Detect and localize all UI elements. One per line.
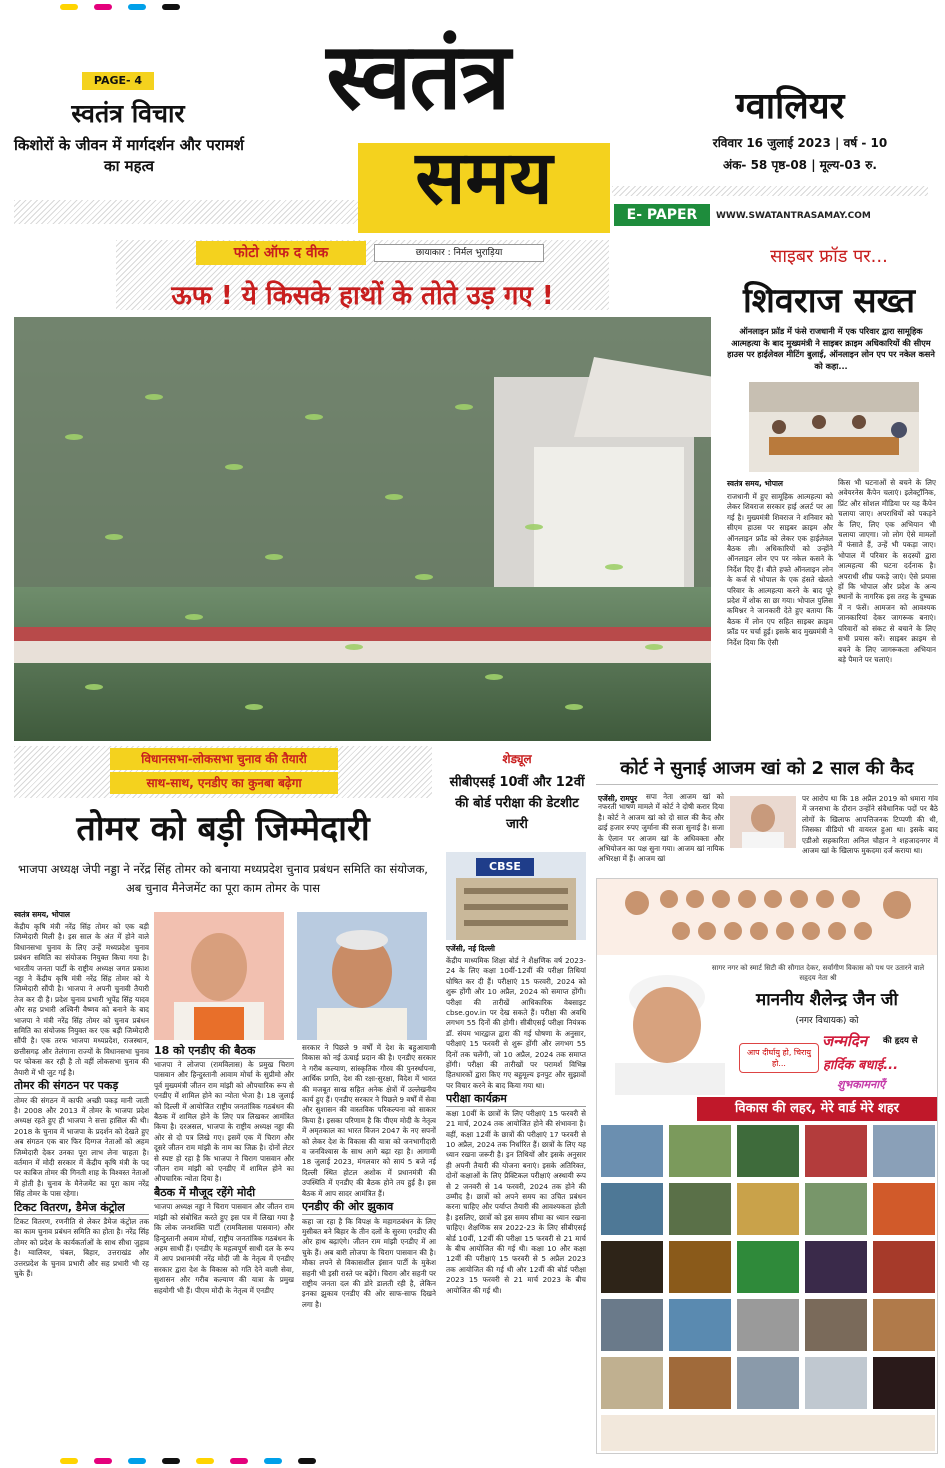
tomar-column-2	[154, 1060, 294, 1454]
masthead	[0, 0, 945, 232]
tomar-photo	[297, 912, 427, 1040]
tomar-column-1	[14, 922, 149, 1454]
tomar-headline: तोमर को बड़ी जिम्मेदारी	[76, 809, 370, 849]
cbse-subhead: परीक्षा कार्यक्रम	[446, 1094, 586, 1106]
azam-byline: एजेंसी, रामपुर	[598, 794, 638, 803]
cbse-sign: CBSE	[489, 860, 521, 873]
tomar-caption: 18 को एनडीए की बैठक	[154, 1043, 294, 1059]
azam-column-1: सपा नेता आजम खां को नफरती भाषण मामले में कोर्ट ने दोषी करार दिया है। कोर्ट ने आजम खां को दो साल की कैद और ढाई हजार रुपए जुर्माना की सजा सुनाई है। सजा के ऐलान पर आजम खां के अधिवक्ता और अभियोजन का पक्ष सुना गया। आजम खां नायिक अभिरक्षा में हैं। आजम खां	[598, 792, 724, 864]
tomar-col2-body: भाजपा ने लोजपा (रामविलास) के प्रमुख चिराग पासवान और हिन्दुस्तानी आवाम मोर्चा के सुप्रीमो और पूर्व मुख्यमंत्री जीतन राम मांझी को औपचारिक रूप से एनडीए में शामिल होने का न्योता भेजा है। 18 जुलाई को दिल्ली में आयोजित राष्ट्रीय जनतांत्रिक गठबंधन की बैठक में शामिल होने के लिए पत्र लिखकर आमंत्रित किया है। दरअसल, भाजपा के राष्ट्रीय अध्यक्ष नड्डा की ओर से दो पत्र लिखे गए। इसमें एक में चिराग और दूसरे जीतन राम मांझी के नाम का जिक्र है। दोनों लेटर से स्पष्ट हो रहा है कि भाजपा ने चिराग पासवान और जीतन राम मांझी को एनडीए में शामिल होने का औपचारिक न्योता दिया है।	[154, 1060, 294, 1184]
cyber-deck: ऑनलाइन फ्रॉड में फंसे राजधानी में एक परिवार द्वारा सामूहिक आत्महत्या के बाद मुख्यमंत्री ने साइबर क्राइम अधिकारियों की सीएम हाउस पर हाईलेवल मीटिंग बुलाई, ऑनलाइन लोन एप पर नकेल कसने को कहा...	[727, 326, 935, 371]
ad-shubhkamnayein: शुभकामनाएँ	[837, 1078, 886, 1091]
cyber-column-2: किस भी घटनाओं से बचने के लिए अवेयरनेस कैंपेन चलाएं। इलेक्ट्रॉनिक, प्रिंट और सोशल मीडिया पर यह कैंपेन चलाया जाए। अपराधियों को पकड़ने के लिए, लिए एक अभियान भी चलाया जाएगा। जो लोग ऐसे मामलों में फंसाते हैं, उन्हें भी पकड़ा जाए। भोपाल में परिवार के सदस्यों द्वारा आत्महत्या की घटना दर्दनाक है। अपराधी शीघ्र पकड़े जाएं। ऐसे प्रयास हों कि भोपाल और प्रदेश के अन्य स्थानों के नागरिक इस तरह के दुष्चक्र में न फंसें। आमजन को आवश्यक जानकारियां देकर जागरूक बनाएं। परिवारों को संकट से बचाने के लिए सभी प्रयास करें। साइबर क्राइम से बचने के लिए जागरूकता अभियान बड़े पैमाने पर चलाएं।	[838, 478, 936, 664]
tomar-col3-body: सरकार ने पिछले 9 वर्षों में देश के बहुआयामी विकास को नई ऊंचाई प्रदान की है। एनडीए सरकार ने गरीब कल्याण, सांस्कृतिक गौरव की पुनर्स्थापना, आर्थिक प्रगति, देश की रक्षा-सुरक्षा, विदेश में भारत की मजबूत साख सहित अनेक क्षेत्रों में उल्लेखनीय कार्य हुए हैं। एनडीए सरकार ने पिछले 9 वर्षों में सेवा और सुशासन की वास्तविक परिकल्पना को साकार किया है। इसका परिणाम है कि पीएम मोदी के नेतृत्व में अमृतकाल का भारत विजन 2047 के नए सपनों को लेकर देश के विकास की यात्रा को जनभागीदारी व जनविश्वास के साथ आगे बढ़ा रहा है। आगामी 18 जुलाई 2023, मंगलवार को सायं 5 बजे नई दिल्ली स्थित होटल अशोक में प्रधानमंत्री की उपस्थिति में एनडीए की बैठक होने तय हुई है। इस बैठक में आप सादर आमंत्रित हैं।	[302, 1043, 436, 1198]
tomar-col3b-body: कहा जा रहा है कि विपक्ष के महागठबंधन के लिए मुसीबत बने बिहार के तीन दलों के सुरमा एनडीए की ओर हाथ बढ़ाएंगे। जीतन राम मांझी एनडीए में आ चुके हैं। अब बारी लोजपा के चिराग पासवान की है। मौका लपने से विकासशील इंसान पार्टी के मुकेश सहनी भी इसी रास्ते पर बढ़ेंगे। चिराग और सहनी पर राष्ट्रीय जनता दल की डोरे डालती रही है, लेकिन इनका झुकाव एनडीए की ओर साफ-साफ दिखने लगा है।	[302, 1216, 436, 1309]
logo-text-bottom: समय	[415, 135, 553, 221]
ad-wishes: हार्दिक बधाई...	[823, 1058, 899, 1073]
azam-headline: कोर्ट ने सुनाई आजम खां को 2 साल की कैद	[596, 756, 938, 785]
cyber-headline: शिवराज सख्त	[743, 281, 915, 321]
tomar-subhead-3: बैठक में मौजूद रहेंगे मोदी	[154, 1188, 294, 1200]
birthday-advertisement[interactable]	[596, 878, 938, 1454]
tomar-kicker-1: विधानसभा-लोकसभा चुनाव की तैयारी	[110, 748, 338, 770]
tomar-col1-body: केंद्रीय कृषि मंत्री नरेंद्र सिंह तोमर को एक बड़ी जिम्मेदारी मिली है। इस साल के अंत में होने वाले विधानसभा चुनाव के लिए उन्हें मध्यप्रदेश चुनाव प्रबंधन समिति का संयोजक नियुक्त किया गया है। भारतीय जनता पार्टी के राष्ट्रीय अध्यक्ष जगत प्रकाश नड्डा ने केंद्रीय कृषि मंत्री नरेंद्र सिंह तोमर को ये जिम्मेदारी सौंपी है। भाजपा ने अपनी चुनावी तैयारी तेज कर दी है। प्रदेश चुनाव प्रभारी भूपेंद्र सिंह यादव और सह प्रभारी अश्विनी वैष्णव को बनाने के बाद भाजपा ने मंत्री नरेंद्र सिंह तोमर को चुनाव प्रबंधन समिति का संयोजक नियुक्त कर एक बड़ी जिम्मेदारी सौंपी है। एक तरफ भाजपा मध्यप्रदेश, राजस्थान, छत्तीसगढ़ और तेलंगाना राज्यों के विधानसभा चुनाव पर फोकस कर रही है तो वहीं लोकसभा चुनाव की तैयारी में भी जुट गई है।	[14, 922, 149, 1077]
ad-birthday-word: जन्मदिन	[822, 1032, 868, 1050]
nadda-photo	[154, 912, 284, 1040]
cbse-building-photo	[446, 852, 586, 940]
cyber-column-1: राजधानी में हुए सामूहिक आत्महत्या को लेकर शिवराज सरकार हाई अलर्ट पर आ गई है। मुख्यमंत्री शिवराज ने शनिवार को सीएम हाउस पर साइबर क्राइम और ऑनलाइन फ्रॉड को लेकर एक हाईलेवल बैठक ली। अधिकारियों को उन्होंने ऑनलाइन लोन एप पर नकेल कसने के निर्देश दिए हैं। बीते हफ्ते ऑनलाइन लोन के कर्ज से भोपाल के एक हंसते खेलते परिवार के आत्महत्या करने के बाद पूरे प्रदेश में शोक सा छा गया। भोपाल पुलिस कमिश्नर ने जानकारी देते हुए बताया कि बैठक में लोन एप सहित साइबर क्राइम फ्रॉड पर चर्चा हुई। इसके बाद मुख्यमंत्री ने निर्देश दिया कि ऐसी	[727, 492, 833, 647]
azam-photo	[730, 796, 796, 848]
ad-ribbon: आप दीर्घायु हो, चिरायु हो...	[739, 1043, 819, 1073]
tomar-subhead-2: टिकट वितरण, डैमेज कंट्रोल	[14, 1203, 149, 1215]
cbse-body-2: कक्षा 10वीं के छात्रों के लिए परीक्षाएं 15 फरवरी से 21 मार्च, 2024 तक आयोजित होने की संभावना है। वहीं, कक्षा 12वीं के छात्रों की परीक्षाएं 17 फरवरी से 10 अप्रैल, 2024 तक निर्धारित हैं। छात्रों के लिए यह ध्यान रखना जरूरी है। इन तिथियों और इसके अनुसार ही अपनी तैयारी की योजना बनाएं। इसके अतिरिक्त, दोनों कक्षाओं के लिए प्रैक्टिकल परीक्षाएं अस्थायी रूप से 2 जनवरी से 14 फरवरी, 2024 तक होने की उम्मीद है। छात्रों को अपने समय का उचित प्रबंधन करना चाहिए और पर्याप्त तैयारी की आवश्यकता होती है। इसलिए, छात्रों को इस समय सीमा का ध्यान रखना चाहिए। शैक्षणिक सत्र 2022-23 के लिए सीबीएसई बोर्ड 10वीं, 12वीं की परीक्षा 15 फरवरी से 21 मार्च के बीच आयोजित की गई थी। कक्षा 10 और कक्षा 12वीं की परीक्षाएं 15 फरवरी से 5 अप्रैल 2023 तक आयोजित की गई थी और 12वीं की बोर्ड परीक्षा 2023 15 फरवरी से 21 मार्च 2023 के बीच आयोजित की गई थी।	[446, 1108, 586, 1295]
epaper-badge[interactable]: E- PAPER	[614, 204, 710, 226]
section-title: स्वतंत्र विचार	[71, 99, 185, 128]
logo-text-top: स्वतंत्र	[326, 22, 509, 130]
photo-headline: ऊफ ! ये किसके हाथों के तोते उड़ गए !	[171, 281, 554, 311]
masthead-pattern-right	[612, 186, 928, 196]
tomar-subhead-1: तोमर की संगठन पर पकड़	[14, 1081, 149, 1093]
ad-honoree-role: (नगर विधायक) को	[795, 1016, 859, 1026]
registration-marks-top	[60, 4, 180, 10]
date-line: रविवार 16 जुलाई 2023 | वर्ष - 10	[712, 136, 888, 150]
ad-project-grid	[601, 1125, 935, 1451]
cyber-kicker: साइबर फ्रॉड पर...	[770, 246, 888, 267]
tomar-subhead-4: एनडीए की ओर झुकाव	[302, 1202, 436, 1214]
tomar-col2b-body: भाजपा अध्यक्ष नड्डा ने चिराग पासवान और जीतन राम मांझी को संबोधित करते हुए इस पत्र में लिखा गया है कि लोक जनशक्ति पार्टी (रामविलास पासवान) और हिन्दुस्तानी अवाम मोर्चा, राष्ट्रीय जनतांत्रिक गठबंधन के अहम साथी हैं। एनडीए के महत्वपूर्ण साथी दल के रूप में आप प्रधानमंत्री नरेंद्र मोदी जी के नेतृत्व में एनडीए सरकार द्वारा देश के विकास को गति देने वाली सेवा, सुशासन और गरीब कल्याण की यात्रा के प्रमुख सहयोगी भी हैं। पीएम मोदी के नेतृत्व में एनडीए	[154, 1202, 294, 1295]
ad-honoree-name: माननीय शैलेन्द्र जैन जी	[756, 990, 898, 1010]
page-label: PAGE- 4	[82, 72, 154, 90]
tomar-deck: भाजपा अध्यक्ष जेपी नड्डा ने नरेंद्र सिंह तोमर को बनाया मध्यप्रदेश चुनाव प्रबंधन समिति का संयोजक, अब चुनाव मैनेजमेंट का पूरा काम तोमर के पास	[18, 862, 428, 895]
website-link[interactable]: WWW.SWATANTRASAMAY.COM	[716, 211, 871, 221]
cbse-byline: एजेंसी, नई दिल्ली	[446, 944, 495, 953]
tomar-col1b-body: तोमर की संगठन में काफी अच्छी पकड़ मानी जाती है। 2008 और 2013 में तोमर के भाजपा प्रदेश अध्यक्ष रहते हुए ही भाजपा ने सत्ता हासिल की थी। 2018 के चुनाव में भाजपा के प्रदर्शन को देखते हुए अब संगठन एक बार फिर दिग्गज नेताओं को अहम जिम्मेदारी देकर उनका पूरा लाभ लेना चाहता है। वर्तमान में मोदी सरकार में केंद्रीय कृषि मंत्री के पद पर काबिज तोमर की गिनती शाह के विश्वस्त नेताओं में होती है। चुनाव के मैनेजमेंट का पूरा काम नरेंद्र सिंह तोमर के पास रहेगा।	[14, 1095, 149, 1199]
azam-column-2: पर आरोप था कि 18 अप्रैल 2019 को धमारा गांव में जनसभा के दौरान उन्होंने संवैधानिक पदों पर बैठे लोगों के खिलाफ आपत्तिजनक टिप्पणी की थी, जिसका वीडियो भी वायरल हुआ था। इसके बाद एडीओ सहकारिता अनिल चौहान ने शहजादनगर में आजम खां के खिलाफ मुकदमा दर्ज कराया था।	[802, 794, 938, 856]
cbse-kicker: शेड्यूल	[502, 752, 532, 766]
ad-intro: सागर नगर को स्मार्ट सिटी की सौगात देकर, सर्वांगीण विकास को पथ पर उतारने वाले सहृदय नेता श्री	[711, 964, 925, 982]
tomar-byline: स्वतंत्र समय, भोपाल	[14, 910, 70, 919]
photo-feature-tag: फोटो ऑफ द वीक	[196, 241, 366, 265]
ad-leaders-strip	[597, 879, 938, 955]
cm-meeting-photo	[749, 382, 919, 472]
tomar-column-3	[302, 1043, 436, 1454]
registration-marks-bottom	[60, 1458, 316, 1464]
parrots-photo	[14, 317, 711, 741]
tomar-col1c-body: टिकट वितरण, रणनीति से लेकर डैमेज कंट्रोल तक का काम चुनाव प्रबंधन समिति का होता है। नरेंद्र सिंह तोमर को प्रदेश के कार्यकर्ताओं के साथ सीधा जुड़ाव है। ग्वालियर, चंबल, बिहार, उत्तराखंड और उत्तरप्रदेश के चुनाव प्रभारी और सह प्रभारी भी रह चुके हैं।	[14, 1216, 149, 1278]
city-name: ग्वालियर	[735, 85, 845, 127]
tomar-kicker-2: साथ-साथ, एनडीए का कुनबा बढ़ेगा	[110, 772, 338, 794]
ad-banner: विकास की लहर, मेरे वार्ड मेरे शहर	[697, 1097, 937, 1121]
photo-credit: छायाकार : निर्मल भुराड़िया	[374, 244, 544, 262]
ad-line2: की हृदय से	[883, 1036, 918, 1046]
cyber-byline: स्वतंत्र समय, भोपाल	[727, 479, 783, 488]
cbse-body: केंद्रीय माध्यमिक शिक्षा बोर्ड ने शैक्षणिक वर्ष 2023-24 के लिए कक्षा 10वीं-12वीं की परीक्षा तिथियां घोषित कर दी हैं। परीक्षाएं 15 फरवरी, 2024 को शुरू होंगी और 10 अप्रैल, 2024 को समाप्त होंगी। परीक्षा की तारीखें आधिकारिक वेबसाइट cbse.gov.in पर देख सकते हैं। परीक्षा की अवधि लगभग 55 दिनों की होगी। सीबीएसई परीक्षा नियंत्रक डॉ. संयम भारद्वाज द्वारा की गई घोषणा के अनुसार, परीक्षाएं 15 फरवरी से शुरू होंगी और लगभग 55 दिनों तक चलेंगी, जो 10 अप्रैल, 2024 तक समाप्त होंगी। परीक्षा की तारीखों पर परामर्श विभिन्न हितधारकों द्वारा किए गए बहुमूल्य इनपुट और सुझावों पर विचार करने के बाद किया गया था।	[446, 956, 586, 1090]
section-teaser: किशोरों के जीवन में मार्गदर्शन और परामर्श का महत्व	[14, 136, 244, 175]
cbse-headline: सीबीएसई 10वीं और 12वीं की बोर्ड परीक्षा की डेटशीट जारी	[449, 775, 585, 832]
cbse-column	[446, 956, 586, 1454]
issue-line: अंक- 58 पृष्ठ-08 | मूल्य-03 रु.	[723, 158, 877, 172]
